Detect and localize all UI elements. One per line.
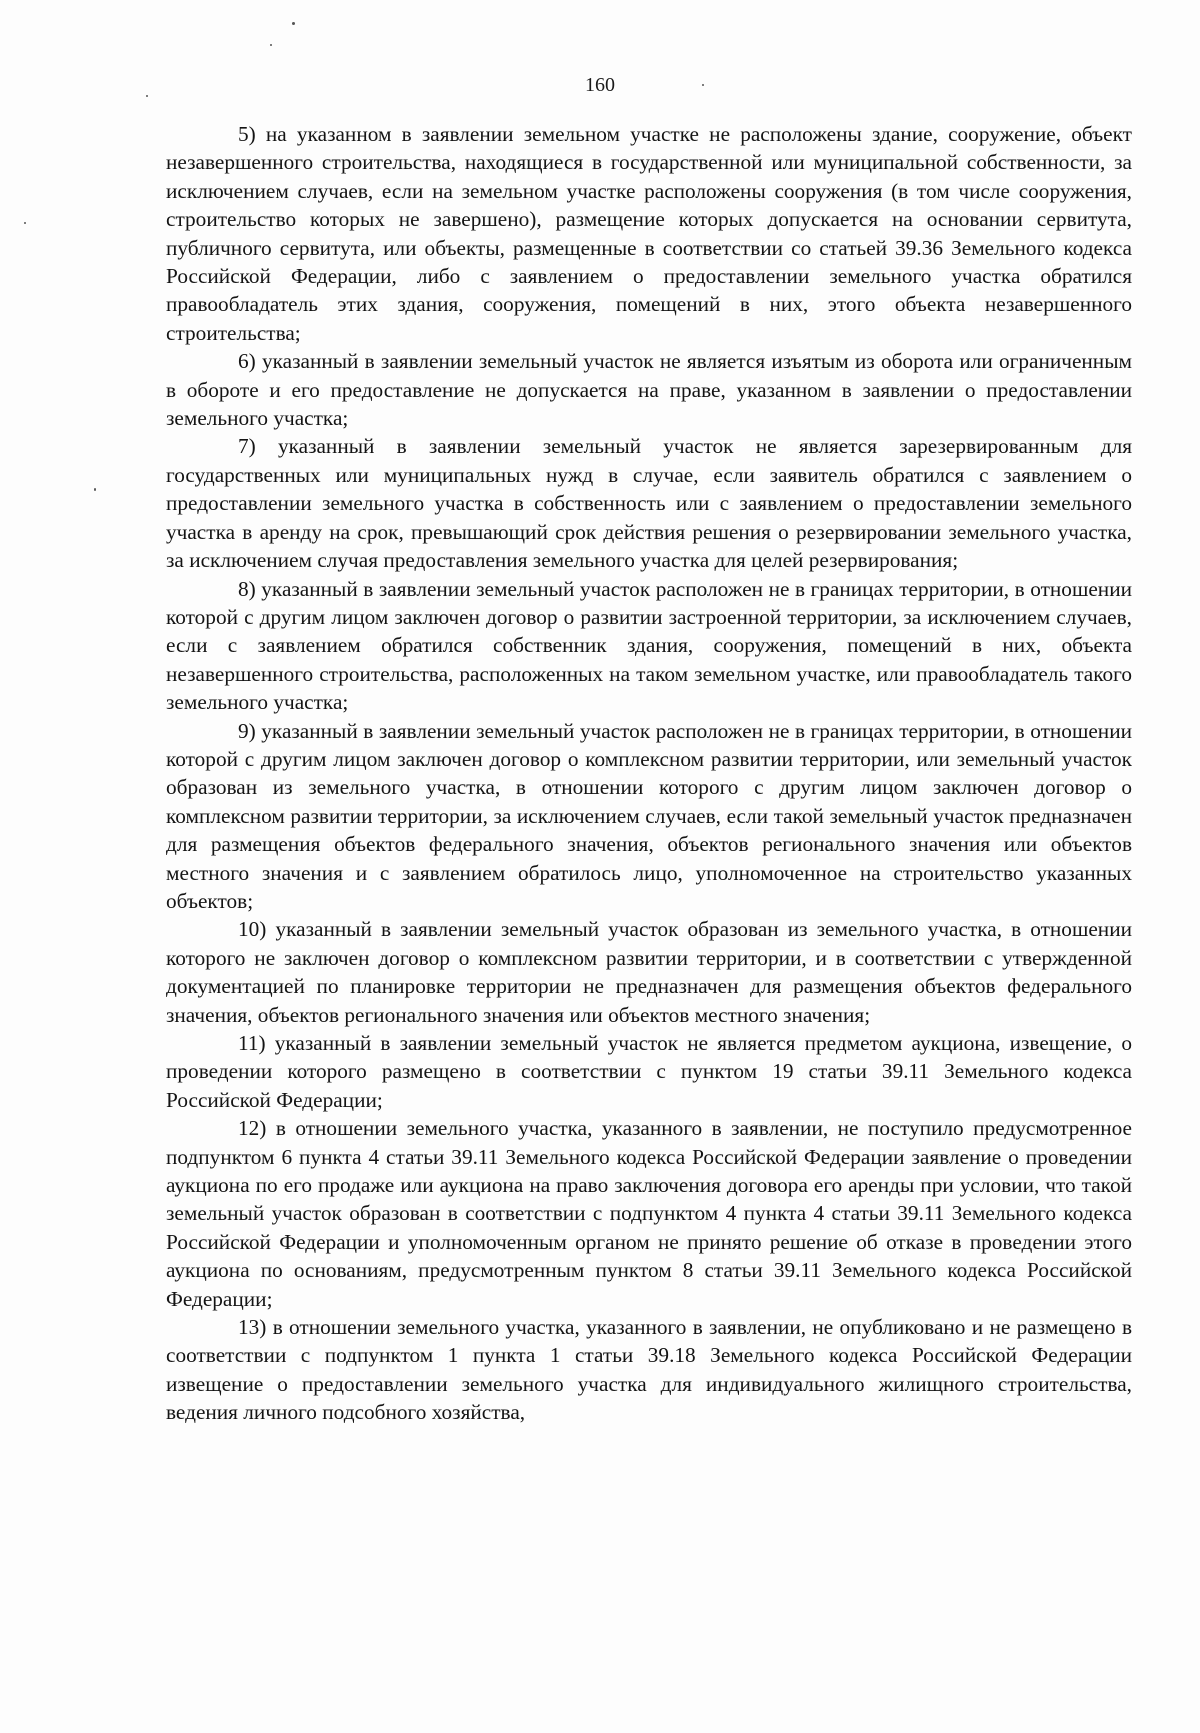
page-number: 160 [585, 74, 615, 96]
document-body [166, 120, 1132, 1427]
list-item-9: 9) указанный в заявлении земельный участок расположен не в границах территории, в отношении которой с другим лицом заключен договор о комплексном развитии территории, или земельный участок образован из земельного участка, в отношении которого с другим лицом заключен договор о комплексном развитии территории, за исключением случаев, если такой земельный участок предназначен для размещения объектов федерального значения, объектов регионального значения или объектов местного значения и с заявлением обратилось лицо, уполномоченное на строительство указанных объектов; [166, 718, 1132, 913]
scan-speck [146, 95, 148, 97]
scan-speck [702, 84, 704, 86]
scan-speck [292, 22, 295, 25]
list-item-5: 5) на указанном в заявлении земельном участке не расположены здание, сооружение, объект незавершенного строительства, находящиеся в государственной или муниципальной собственности, за исключением случаев, если на земельном участке расположены сооружения (в том числе сооружения, строительство которых не завершено), размещение которых допускается на основании сервитута, публичного сервитута, или объекты, размещенные в соответствии со статьей 39.36 Земельного кодекса Российской Федерации, либо с заявлением о предоставлении земельного участка обратился правообладатель этих здания, сооружения, помещений в них, этого объекта незавершенного строительства; [166, 122, 1132, 345]
list-item-6: 6) указанный в заявлении земельный участок не является изъятым из оборота или ограниченным в обороте и его предоставление не допускается на праве, указанном в заявлении о предоставлении земельного участка; [166, 349, 1132, 431]
scan-speck [270, 44, 272, 46]
list-item-11: 11) указанный в заявлении земельный участок не является предметом аукциона, извещение, о проведении которого размещено в соответствии с пунктом 19 статьи 39.11 Земельного кодекса Российской Федерации; [166, 1031, 1132, 1112]
list-item-12: 12) в отношении земельного участка, указанного в заявлении, не поступило предусмотренное подпунктом 6 пункта 4 статьи 39.11 Земельного кодекса Российской Федерации заявление о проведении аукциона по его продаже или аукциона на право заключения договора его аренды при условии, что такой земельный участок образован в соответствии с подпунктом 4 пункта 4 статьи 39.11 Земельного кодекса Российской Федерации и уполномоченным органом не принято решение об отказе в проведении этого аукциона по основаниям, предусмотренным пунктом 8 статьи 39.11 Земельного кодекса Российской Федерации; [166, 1116, 1132, 1311]
scan-speck [24, 222, 26, 224]
list-item-7: 7) указанный в заявлении земельный участок не является зарезервированным для государственных или муниципальных нужд в случае, если заявитель обратился с заявлением о предоставлении земельного участка в собственность или с заявлением о предоставлении земельного участка в аренду на срок, превышающий срок действия решения о резервировании земельного участка, за исключением случая предоставления земельного участка для целей резервирования; [166, 434, 1132, 573]
list-item-13: 13) в отношении земельного участка, указанного в заявлении, не опубликовано и не размещено в соответствии с подпунктом 1 пункта 1 статьи 39.18 Земельного кодекса Российской Федерации извещение о предоставлении земельного участка для индивидуального жилищного строительства, ведения личного подсобного хозяйства, [166, 1315, 1132, 1425]
list-item-10: 10) указанный в заявлении земельный участок образован из земельного участка, в отношении которого не заключен договор о комплексном развитии территории, и в соответствии с утвержденной документацией по планировке территории не предназначен для размещения объектов федерального значения, объектов регионального значения или объектов местного значения; [166, 917, 1132, 1027]
scan-speck [94, 488, 96, 491]
list-item-8: 8) указанный в заявлении земельный участок расположен не в границах территории, в отношении которой с другим лицом заключен договор о развитии застроенной территории, за исключением случаев, если с заявлением обратился собственник здания, сооружения, помещений в них, объекта незавершенного строительства, расположенных на таком земельном участке, или правообладатель такого земельного участка; [166, 576, 1132, 715]
